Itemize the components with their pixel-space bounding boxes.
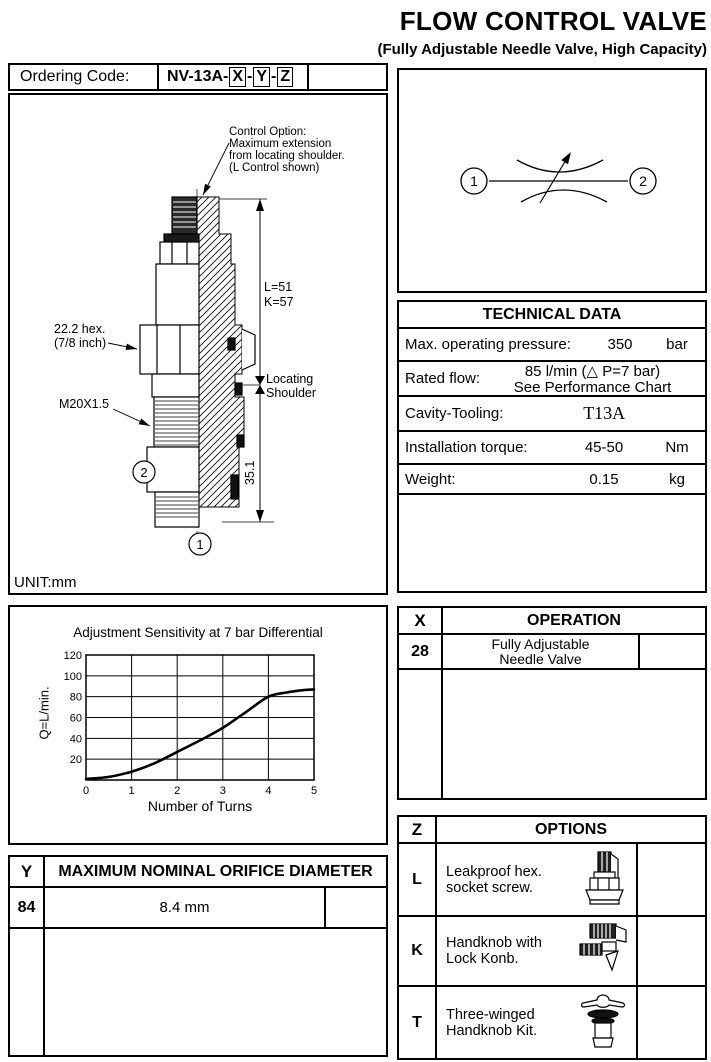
tech-value: 45-50: [584, 439, 624, 456]
option-code-k: K: [399, 917, 437, 985]
dim-k-label: K=57: [264, 295, 294, 309]
o-ring: [228, 338, 235, 350]
operation-desc-line2: Needle Valve: [499, 651, 582, 667]
chart-xlabel: Number of Turns: [147, 798, 253, 814]
valve-hex: [140, 325, 199, 374]
option-code-t: T: [399, 987, 437, 1058]
ordering-code-prefix: NV-13A-: [167, 68, 229, 85]
technical-data-title: TECHNICAL DATA: [399, 302, 705, 329]
ordering-code-empty-cell: [309, 65, 386, 89]
valve-section-hatch: [197, 197, 244, 507]
ordering-code-box: [8, 63, 388, 91]
operation-table: [397, 606, 707, 800]
orifice-col1-header: Y: [10, 857, 45, 886]
dim-l-label: L=51: [264, 280, 293, 294]
hex-label-line2: (7/8 inch): [54, 336, 107, 350]
hydraulic-symbol-box: [397, 68, 707, 293]
page-title: FLOW CONTROL VALVE: [399, 6, 707, 36]
option-row-k: [399, 917, 705, 987]
orifice-table: [8, 855, 388, 1057]
valve-thread-m20: [154, 397, 199, 447]
tech-row-cavity: [399, 397, 705, 432]
chart-y-tick: 40: [69, 733, 82, 746]
chart-x-tick: 5: [310, 785, 318, 797]
option-row-t: [399, 987, 705, 1058]
o-ring: [237, 435, 244, 447]
locating-shoulder-line1: Locating: [266, 372, 314, 386]
chart-x-tick: 4: [265, 785, 272, 797]
chart-x-tick: 3: [219, 785, 226, 797]
valve-upper-body: [156, 264, 199, 325]
options-col1-header: Z: [399, 817, 437, 842]
chart-ylabel: Q=L/min.: [36, 686, 52, 740]
o-ring: [231, 475, 238, 499]
options-table: [397, 815, 707, 1060]
ordering-code-value: [159, 65, 309, 89]
tech-row-torque: [399, 432, 705, 465]
option-empty-cell: [638, 844, 705, 915]
orifice-empty-cell: [324, 888, 386, 927]
tech-label: Weight:: [405, 470, 456, 488]
tech-label: Rated flow:: [405, 370, 481, 387]
tech-label: Max. operating pressure:: [405, 336, 571, 353]
o-ring: [235, 383, 242, 395]
option-empty-cell: [638, 987, 705, 1058]
hex-socket-screw-icon: [578, 850, 630, 908]
control-option-line3: from locating shoulder.: [229, 150, 345, 162]
tech-label: Installation torque:: [405, 439, 528, 456]
orifice-code: 84: [10, 888, 45, 927]
ordering-code-z: Z: [277, 67, 293, 87]
ordering-code-sep2: -: [271, 68, 277, 85]
operation-empty-cell: [638, 635, 705, 668]
symbol-port-2-number: 2: [639, 173, 647, 189]
chart-y-tick: 20: [69, 754, 82, 767]
tech-unit: bar: [666, 336, 688, 353]
locating-shoulder-line2: Shoulder: [266, 386, 317, 400]
symbol-adjust-arrowhead: [561, 152, 571, 164]
tech-value: 0.15: [589, 470, 619, 488]
option-desc-line1: Handknob with: [446, 935, 542, 951]
control-option-line2: Maximum extension: [229, 138, 332, 150]
tech-unit: kg: [669, 470, 685, 488]
operation-desc-line1: Fully Adjustable: [491, 636, 590, 652]
orifice-desc: 8.4 mm: [159, 899, 210, 916]
technical-data-box: [397, 300, 707, 593]
valve-drawing-box: [8, 93, 388, 595]
chart-flow-curve: [86, 689, 314, 779]
option-desc-line2: Handknob Kit.: [446, 1022, 538, 1039]
control-option-line4: (L Control shown): [229, 162, 320, 174]
operation-row: [399, 635, 705, 670]
valve-drawing: [10, 95, 386, 565]
option-desc-line1: Leakproof hex.: [446, 863, 542, 880]
symbol-throttle-arc-bottom: [521, 190, 607, 202]
chart-y-tick: 80: [69, 691, 82, 704]
tech-value-line1: 85 l/min (△ P=7 bar): [524, 363, 661, 380]
chart-y-tick: 120: [63, 650, 82, 662]
valve-hex-right: [242, 329, 255, 370]
tech-unit: Nm: [665, 439, 689, 456]
option-desc-line2: Lock Konb.: [446, 951, 519, 967]
tech-value: 350: [607, 336, 633, 353]
orifice-empty-area: [10, 929, 45, 1055]
hydraulic-symbol: [399, 70, 705, 291]
adjust-screw-stem: [172, 197, 197, 234]
operation-empty-area: [399, 670, 443, 798]
chart-title: Adjustment Sensitivity at 7 bar Differential: [73, 625, 323, 640]
dim-height-label: 35.1: [243, 460, 257, 485]
operation-code: 28: [399, 635, 443, 668]
lock-washer: [164, 234, 199, 242]
chart-x-tick: 1: [128, 785, 135, 797]
tech-row-weight: [399, 465, 705, 495]
orifice-row: [10, 888, 386, 929]
option-empty-cell: [638, 917, 705, 985]
port-2-number: 2: [140, 465, 148, 480]
operation-col1-header: X: [399, 608, 443, 633]
option-desc-line1: Three-winged: [446, 1006, 535, 1023]
tech-value: T13A: [583, 403, 626, 423]
unit-note: UNIT:mm: [14, 574, 77, 591]
hex-locknut: [160, 242, 199, 264]
thread-label: M20X1.5: [59, 397, 110, 411]
chart-x-tick: 0: [82, 785, 90, 797]
symbol-port-1-number: 1: [470, 173, 478, 189]
operation-header: OPERATION: [527, 611, 621, 629]
option-row-l: [399, 844, 705, 917]
ordering-code-sep1: -: [247, 68, 253, 85]
tech-value-line2: See Performance Chart: [513, 379, 672, 396]
option-code-l: L: [399, 844, 437, 915]
ordering-code-label: Ordering Code:: [10, 65, 159, 89]
orifice-header: MAXIMUM NOMINAL ORIFICE DIAMETER: [58, 862, 373, 880]
hex-label-line1: 22.2 hex.: [54, 322, 106, 336]
handknob-lock-icon: [576, 922, 632, 980]
options-header: OPTIONS: [534, 820, 607, 838]
valve-neck: [152, 374, 199, 397]
tech-label: Cavity-Tooling:: [405, 405, 504, 422]
port-1-number: 1: [196, 537, 204, 552]
chart-y-tick: 60: [69, 712, 82, 725]
ordering-code-y: Y: [253, 67, 270, 87]
chart-y-tick: 100: [63, 670, 82, 683]
chart-x-tick: 2: [174, 785, 181, 797]
option-desc-line2: socket screw.: [446, 879, 534, 896]
tech-row-pressure: [399, 329, 705, 362]
tech-row-rated-flow: [399, 362, 705, 397]
ordering-code-x: X: [229, 67, 246, 87]
page-subtitle: (Fully Adjustable Needle Valve, High Capacity): [377, 41, 707, 58]
control-option-line1: Control Option:: [229, 126, 307, 138]
three-winged-handknob-icon: [578, 991, 628, 1053]
performance-chart-box: [8, 605, 388, 845]
